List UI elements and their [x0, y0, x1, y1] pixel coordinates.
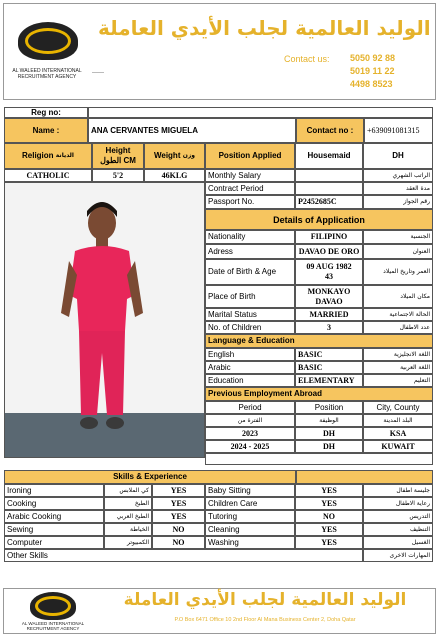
- address-ar: العنوان: [363, 244, 433, 259]
- birthplace-value: MONKAYO DAVAO: [295, 285, 363, 308]
- children-label: No. of Children: [205, 321, 295, 334]
- skill-computer-ar: الكمبيوتر: [104, 536, 152, 549]
- emp-header-period: Period: [205, 401, 295, 414]
- nationality-label: Nationality: [205, 230, 295, 244]
- agency-arabic-title: الوليد العالمية لجلب الأيدي العاملة: [98, 16, 431, 40]
- reg-label: Reg no:: [4, 107, 88, 118]
- footer-address: P.O Box 6471 Office 10 2nd Floor Al Mana Business Center 2, Doha Qatar: [174, 617, 356, 623]
- english-ar: اللغة الانجليزية: [363, 348, 433, 361]
- emp-row-2-country: KUWAIT: [363, 440, 433, 453]
- address-value: DAVAO DE ORO: [295, 244, 363, 259]
- contract-value: [295, 182, 363, 195]
- skill-sewing-value: NO: [152, 523, 205, 536]
- address-label: Adress: [205, 244, 295, 259]
- reg-value: [88, 107, 433, 118]
- skill-childcare-value: YES: [295, 497, 363, 510]
- birthplace-label: Place of Birth: [205, 285, 295, 308]
- education-ar: التعليم: [363, 374, 433, 387]
- agency-name: AL WALEED INTERNATIONAL RECRUITMENT AGENCY: [12, 68, 82, 80]
- nationality-value: FILIPINO: [295, 230, 363, 244]
- skill-cleaning-value: YES: [295, 523, 363, 536]
- skill-babysitting-ar: جليسة اطفال: [363, 484, 433, 497]
- dob-ar: العمر وتاريخ الميلاد: [363, 259, 433, 285]
- contact-no-label: Contact no :: [296, 118, 364, 143]
- religion-label: Religion الديانة: [4, 143, 92, 169]
- name-value: ANA CERVANTES MIGUELA: [88, 118, 296, 143]
- skill-ironing-value: YES: [152, 484, 205, 497]
- agency-logo: [18, 22, 78, 60]
- children-value: 3: [295, 321, 363, 334]
- salary-ar: الراتب الشهري: [363, 169, 433, 182]
- skill-babysitting-value: YES: [295, 484, 363, 497]
- religion-value: CATHOLIC: [4, 169, 92, 182]
- skill-childcare-label: Children Care: [205, 497, 295, 510]
- skill-cleaning-ar: التنظيف: [363, 523, 433, 536]
- passport-ar: رقم الجواز: [363, 195, 433, 209]
- position-label: Position Applied: [205, 143, 295, 169]
- skill-childcare-ar: رعاية الاطفال: [363, 497, 433, 510]
- skill-computer-label: Computer: [4, 536, 104, 549]
- passport-label: Passport No.: [205, 195, 295, 209]
- skill-ironing-label: Ironing: [4, 484, 104, 497]
- skill-arabic-cooking-value: YES: [152, 510, 205, 523]
- position-code: DH: [363, 143, 433, 169]
- employment-title: Previous Employment Abroad: [205, 387, 433, 401]
- marital-label: Marital Status: [205, 308, 295, 321]
- english-value: BASIC: [295, 348, 363, 361]
- footer-logo: [30, 592, 76, 620]
- emp-header-country: City, County: [363, 401, 433, 414]
- english-label: English: [205, 348, 295, 361]
- dob-label: Date of Birth & Age: [205, 259, 295, 285]
- skill-cooking-label: Cooking: [4, 497, 104, 510]
- marital-ar: الحالة الاجتماعية: [363, 308, 433, 321]
- contact-us-label: Contact us:: [284, 54, 330, 64]
- salary-label: Monthly Salary: [205, 169, 295, 182]
- weight-label: Weight وزن: [144, 143, 205, 169]
- skill-babysitting-label: Baby Sitting: [205, 484, 295, 497]
- skill-arabic-cooking-ar: الطبخ العربي: [104, 510, 152, 523]
- education-label: Education: [205, 374, 295, 387]
- contract-ar: مدة العقد: [363, 182, 433, 195]
- skill-washing-ar: الغسيل: [363, 536, 433, 549]
- emp-header-position: Position: [295, 401, 363, 414]
- nationality-ar: الجنسية: [363, 230, 433, 244]
- language-title: Language & Education: [205, 334, 433, 348]
- emp-row-2-period: 2024 - 2025: [205, 440, 295, 453]
- skill-sewing-ar: الخياطة: [104, 523, 152, 536]
- name-label: Name :: [4, 118, 88, 143]
- candidate-figure-image: [5, 183, 204, 457]
- contract-label: Contract Period: [205, 182, 295, 195]
- birthplace-ar: مكان الميلاد: [363, 285, 433, 308]
- passport-value: P2452685C: [295, 195, 363, 209]
- footer-agency-name: AL WALEED INTERNATIONAL RECRUITMENT AGENCY: [21, 621, 85, 631]
- arabic-ar: اللغة العربية: [363, 361, 433, 374]
- height-label: Height الطول CM: [92, 143, 144, 169]
- skill-tutoring-value: NO: [295, 510, 363, 523]
- skill-sewing-label: Sewing: [4, 523, 104, 536]
- contact-no-value: +639091081315: [364, 118, 433, 143]
- dob-value: 09 AUG 1982 43: [295, 259, 363, 285]
- skill-ironing-ar: كي الملابس: [104, 484, 152, 497]
- marital-value: MARRIED: [295, 308, 363, 321]
- skill-washing-label: Washing: [205, 536, 295, 549]
- other-skills-label: Other Skills: [4, 549, 363, 562]
- salary-value: [295, 169, 363, 182]
- emp-empty-row: [205, 453, 433, 465]
- emp-row-1-period: 2023: [205, 427, 295, 440]
- footer-arabic-title: الوليد العالمية لجلب الأيدي العاملة: [123, 590, 407, 610]
- emp-row-1-country: KSA: [363, 427, 433, 440]
- other-skills-ar: المهارات الاخرى: [363, 549, 433, 562]
- emp-row-1-position: DH: [295, 427, 363, 440]
- emp-header-period-ar: الفترة من: [205, 414, 295, 427]
- height-value: 5'2: [92, 169, 144, 182]
- skill-cooking-ar: الطبخ: [104, 497, 152, 510]
- arabic-label: Arabic: [205, 361, 295, 374]
- education-value: ELEMENTARY: [295, 374, 363, 387]
- skill-arabic-cooking-label: Arabic Cooking: [4, 510, 104, 523]
- skill-computer-value: NO: [152, 536, 205, 549]
- arabic-value: BASIC: [295, 361, 363, 374]
- details-title: Details of Application: [205, 209, 433, 230]
- weight-value: 46KLG: [144, 169, 205, 182]
- skill-tutoring-ar: التدريس: [363, 510, 433, 523]
- emp-row-2-position: DH: [295, 440, 363, 453]
- skills-title: Skills & Experience: [4, 470, 296, 484]
- emp-header-position-ar: الوظيفة: [295, 414, 363, 427]
- position-value: Housemaid: [295, 143, 363, 169]
- candidate-photo: [4, 182, 205, 458]
- children-ar: عدد الاطفال: [363, 321, 433, 334]
- skill-cleaning-label: Cleaning: [205, 523, 295, 536]
- skill-cooking-value: YES: [152, 497, 205, 510]
- skill-washing-value: YES: [295, 536, 363, 549]
- phone-list: 5050 92 88 5019 11 22 4498 8523: [350, 53, 396, 89]
- emp-header-country-ar: البلد المدينة: [363, 414, 433, 427]
- skill-tutoring-label: Tutoring: [205, 510, 295, 523]
